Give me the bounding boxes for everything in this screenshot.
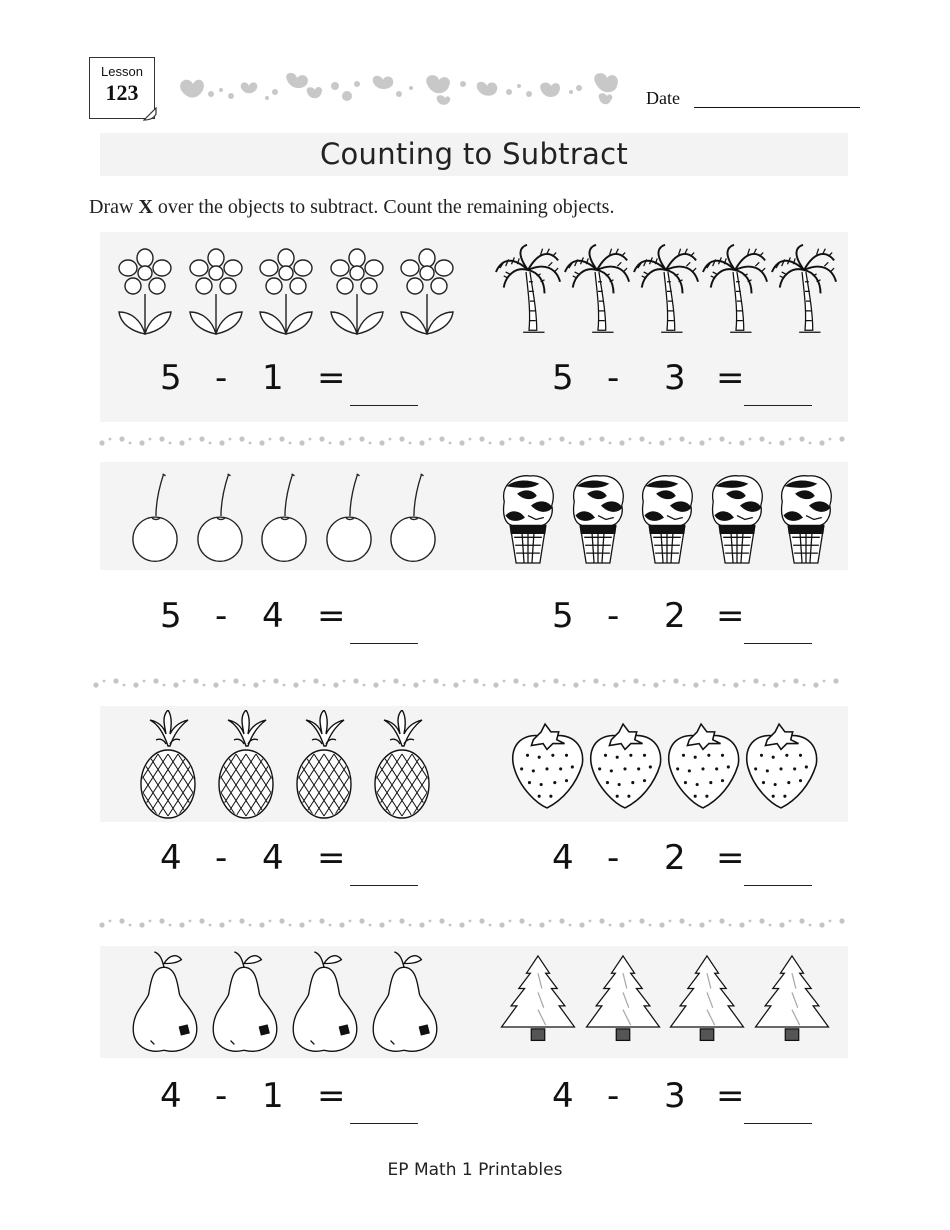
pine-tree-icon[interactable] bbox=[667, 954, 747, 1050]
instructions-text-end: over the objects to subtract. Count the remaining objects. bbox=[152, 196, 615, 218]
ice-cream-cone-icon[interactable] bbox=[776, 472, 836, 566]
page-curl-icon bbox=[143, 107, 157, 121]
problem-4-objects bbox=[498, 470, 836, 566]
minuend: 4 bbox=[552, 838, 574, 878]
answer-blank[interactable] bbox=[744, 884, 812, 886]
minuend: 5 bbox=[552, 358, 574, 398]
equals-sign: = bbox=[716, 1076, 745, 1116]
minus-sign: - bbox=[607, 358, 620, 398]
pineapple-icon[interactable] bbox=[137, 710, 199, 820]
pineapple-icon[interactable] bbox=[293, 710, 355, 820]
strawberry-icon[interactable] bbox=[586, 720, 664, 812]
subtrahend: 4 bbox=[262, 838, 284, 878]
equation-5 bbox=[160, 838, 430, 882]
pear-icon[interactable] bbox=[290, 950, 360, 1056]
answer-blank[interactable] bbox=[350, 884, 418, 886]
equals-sign: = bbox=[716, 838, 745, 878]
equals-sign: = bbox=[317, 596, 346, 636]
flower-icon[interactable] bbox=[114, 246, 176, 336]
equation-7 bbox=[160, 1076, 430, 1120]
subtrahend: 3 bbox=[664, 1076, 686, 1116]
answer-blank[interactable] bbox=[350, 404, 418, 406]
minus-sign: - bbox=[607, 596, 620, 636]
dotted-divider-3 bbox=[96, 916, 848, 930]
palm-tree-icon[interactable] bbox=[701, 242, 769, 336]
minus-sign: - bbox=[215, 1076, 228, 1116]
problem-8-objects bbox=[498, 952, 832, 1050]
problem-1-objects bbox=[114, 244, 458, 336]
footer-text: EP Math 1 Printables bbox=[387, 1160, 563, 1180]
minuend: 5 bbox=[160, 358, 182, 398]
answer-blank[interactable] bbox=[744, 404, 812, 406]
dotted-divider-1 bbox=[96, 434, 848, 448]
pear-icon[interactable] bbox=[130, 950, 200, 1056]
pear-icon[interactable] bbox=[210, 950, 280, 1056]
problem-5-objects bbox=[137, 708, 433, 820]
date-label: Date bbox=[646, 88, 680, 108]
equals-sign: = bbox=[716, 358, 745, 398]
equation-8 bbox=[552, 1076, 822, 1120]
minuend: 5 bbox=[552, 596, 574, 636]
subtrahend: 2 bbox=[664, 838, 686, 878]
lesson-number: 123 bbox=[105, 80, 139, 105]
minuend: 4 bbox=[160, 838, 182, 878]
subtrahend: 4 bbox=[262, 596, 284, 636]
problem-3-objects bbox=[130, 470, 438, 568]
minus-sign: - bbox=[607, 838, 620, 878]
minuend: 4 bbox=[552, 1076, 574, 1116]
equals-sign: = bbox=[317, 838, 346, 878]
subtrahend: 1 bbox=[262, 358, 284, 398]
minus-sign: - bbox=[215, 358, 228, 398]
palm-tree-icon[interactable] bbox=[563, 242, 631, 336]
minus-sign: - bbox=[215, 838, 228, 878]
strawberry-icon[interactable] bbox=[742, 720, 820, 812]
answer-blank[interactable] bbox=[744, 1122, 812, 1124]
strawberry-icon[interactable] bbox=[664, 720, 742, 812]
pine-tree-icon[interactable] bbox=[498, 954, 578, 1050]
minus-sign: - bbox=[607, 1076, 620, 1116]
minus-sign: - bbox=[215, 596, 228, 636]
equation-4 bbox=[552, 596, 822, 640]
instructions bbox=[89, 196, 614, 219]
equals-sign: = bbox=[716, 596, 745, 636]
pine-tree-icon[interactable] bbox=[583, 954, 663, 1050]
pear-icon[interactable] bbox=[370, 950, 440, 1056]
subtrahend: 3 bbox=[664, 358, 686, 398]
ice-cream-cone-icon[interactable] bbox=[707, 472, 767, 566]
cherry-icon[interactable] bbox=[388, 472, 438, 568]
cherry-icon[interactable] bbox=[324, 472, 374, 568]
pine-tree-icon[interactable] bbox=[752, 954, 832, 1050]
answer-blank[interactable] bbox=[744, 642, 812, 644]
ice-cream-cone-icon[interactable] bbox=[498, 472, 558, 566]
cherry-icon[interactable] bbox=[259, 472, 309, 568]
equals-sign: = bbox=[317, 358, 346, 398]
ice-cream-cone-icon[interactable] bbox=[568, 472, 628, 566]
problem-6-objects bbox=[508, 718, 820, 812]
strawberry-icon[interactable] bbox=[508, 720, 586, 812]
minuend: 5 bbox=[160, 596, 182, 636]
instructions-bold-x: X bbox=[138, 196, 153, 218]
dotted-divider-2 bbox=[90, 676, 842, 690]
pineapple-icon[interactable] bbox=[215, 710, 277, 820]
answer-blank[interactable] bbox=[350, 642, 418, 644]
lesson-label: Lesson bbox=[101, 64, 143, 79]
flower-icon[interactable] bbox=[185, 246, 247, 336]
problem-7-objects bbox=[130, 948, 440, 1056]
decorative-border-ornament bbox=[175, 70, 625, 110]
cherry-icon[interactable] bbox=[195, 472, 245, 568]
instructions-text-start: Draw bbox=[89, 196, 139, 218]
pineapple-icon[interactable] bbox=[371, 710, 433, 820]
equation-6 bbox=[552, 838, 822, 882]
subtrahend: 1 bbox=[262, 1076, 284, 1116]
flower-icon[interactable] bbox=[255, 246, 317, 336]
minuend: 4 bbox=[160, 1076, 182, 1116]
answer-blank[interactable] bbox=[350, 1122, 418, 1124]
equation-1 bbox=[160, 358, 430, 402]
page-title: Counting to Subtract bbox=[319, 137, 629, 171]
date-field-line[interactable] bbox=[694, 106, 860, 108]
flower-icon[interactable] bbox=[396, 246, 458, 336]
palm-tree-icon[interactable] bbox=[494, 242, 562, 336]
ice-cream-cone-icon[interactable] bbox=[637, 472, 697, 566]
equation-3 bbox=[160, 596, 430, 640]
palm-tree-icon[interactable] bbox=[770, 242, 838, 336]
flower-icon[interactable] bbox=[326, 246, 388, 336]
cherry-icon[interactable] bbox=[130, 472, 180, 568]
subtrahend: 2 bbox=[664, 596, 686, 636]
palm-tree-icon[interactable] bbox=[632, 242, 700, 336]
equation-2 bbox=[552, 358, 822, 402]
equals-sign: = bbox=[317, 1076, 346, 1116]
problem-2-objects bbox=[494, 240, 838, 336]
